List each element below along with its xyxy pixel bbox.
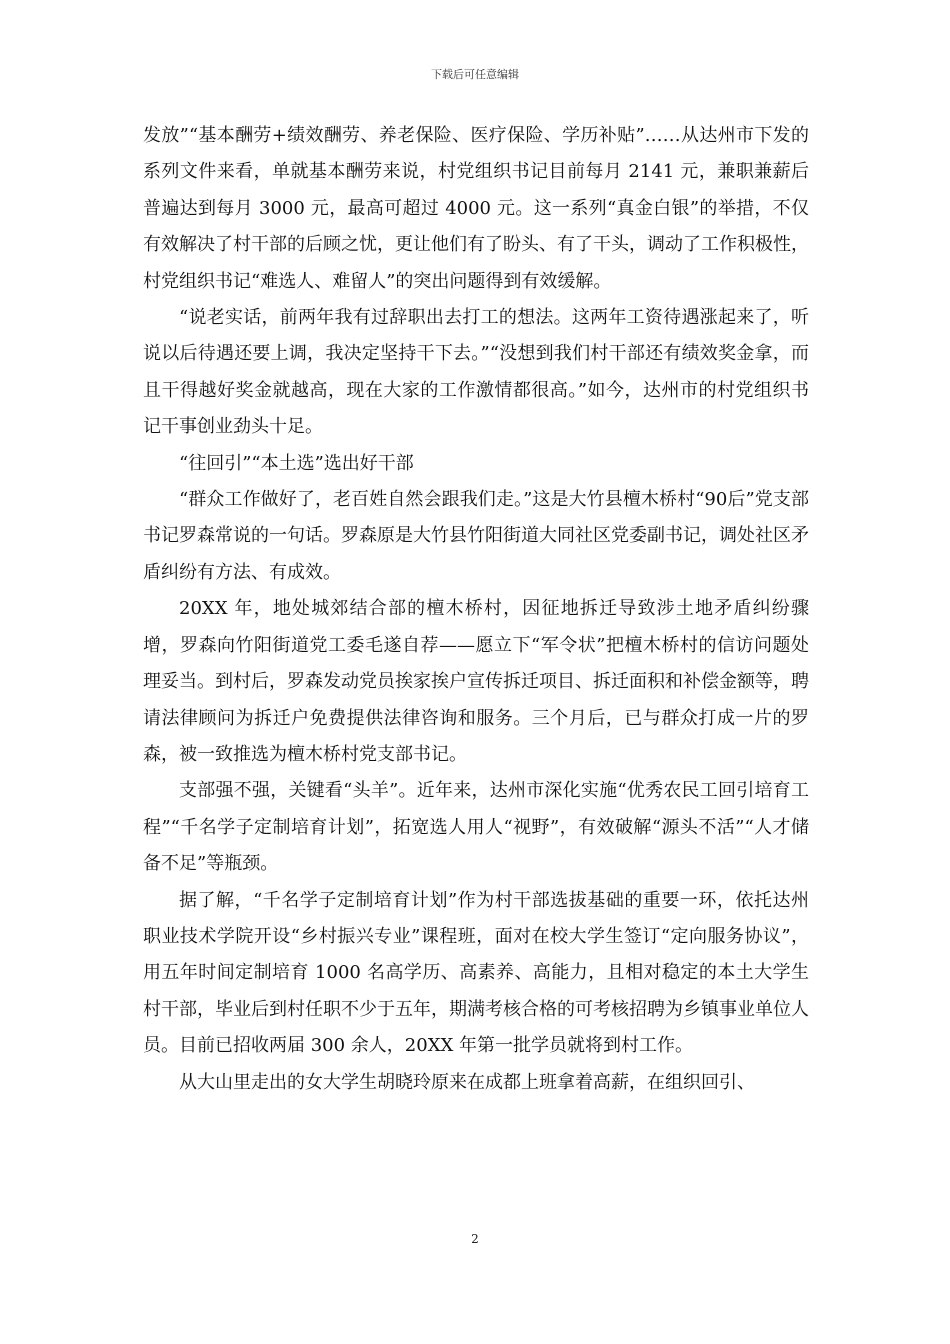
paragraph: 据了解，“千名学子定制培育计划”作为村干部选拔基础的重要一环，依托达州职业技术学院开设“乡村振兴专业”课程班，面对在校大学生签订“定向服务协议”，用五年时间定制培育 1000 名高学历、高素养、高能力，且相对稳定的本土大学生村干部，毕业后到村任职不少于五年，期满考核合格的可考核招聘为乡镇事业单位人员。目前已招收两届 300 余人，20XX 年第一批学员就将到村工作。 bbox=[143, 889, 809, 1057]
paragraph: 发放”“基本酬劳+绩效酬劳、养老保险、医疗保险、学历补贴”……从达州市下发的系列文件来看，单就基本酬劳来说，村党组织书记目前每月 2141 元，兼职兼薪后普遍达到每月 3000 元，最高可超过 4000 元。这一系列“真金白银”的举措，不仅有效解决了村干部的后顾之忧，更让他们有了盼头、有了干头，调动了工作积极性，村党组织书记“难选人、难留人”的突出问题得到有效缓解。 bbox=[143, 125, 809, 292]
page-number: 2 bbox=[471, 1232, 479, 1246]
paragraph: “说老实话，前两年我有过辞职出去打工的想法。这两年工资待遇涨起来了，听说以后待遇还要上调，我决定坚持干下去。”“没想到我们村干部还有绩效奖金拿，而且干得越好奖金就越高，现在大家的工作激情都很高。”如今，达州市的村党组织书记干事创业劲头十足。 bbox=[143, 307, 809, 438]
paragraph: 从大山里走出的女大学生胡晓玲原来在成都上班拿着高薪，在组织回引、 bbox=[179, 1071, 755, 1093]
page-header: 下载后可任意编辑 bbox=[431, 68, 519, 81]
paragraph: 20XX 年，地处城郊结合部的檀木桥村，因征地拆迁导致涉土地矛盾纠纷骤增，罗森向竹阳街道党工委毛遂自荐——愿立下“军令状”把檀木桥村的信访问题处理妥当。到村后，罗森发动党员挨家挨户宣传拆迁项目、拆迁面积和补偿金额等，聘请法律顾问为拆迁户免费提供法律咨询和服务。三个月后，已与群众打成一片的罗森，被一致推选为檀木桥村党支部书记。 bbox=[143, 598, 809, 765]
paragraph: “群众工作做好了，老百姓自然会跟我们走。”这是大竹县檀木桥村“90后”党支部书记罗森常说的一句话。罗森原是大竹县竹阳街道大同社区党委副书记，调处社区矛盾纠纷有方法、有成效。 bbox=[143, 489, 809, 583]
document-body bbox=[143, 118, 809, 1101]
paragraph: 支部强不强，关键看“头羊”。近年来，达州市深化实施“优秀农民工回引培育工程”“千名学子定制培育计划”，拓宽选人用人“视野”，有效破解“源头不活”“人才储备不足”等瓶颈。 bbox=[143, 780, 809, 875]
section-heading: “往回引”“本土选”选出好干部 bbox=[179, 452, 414, 474]
